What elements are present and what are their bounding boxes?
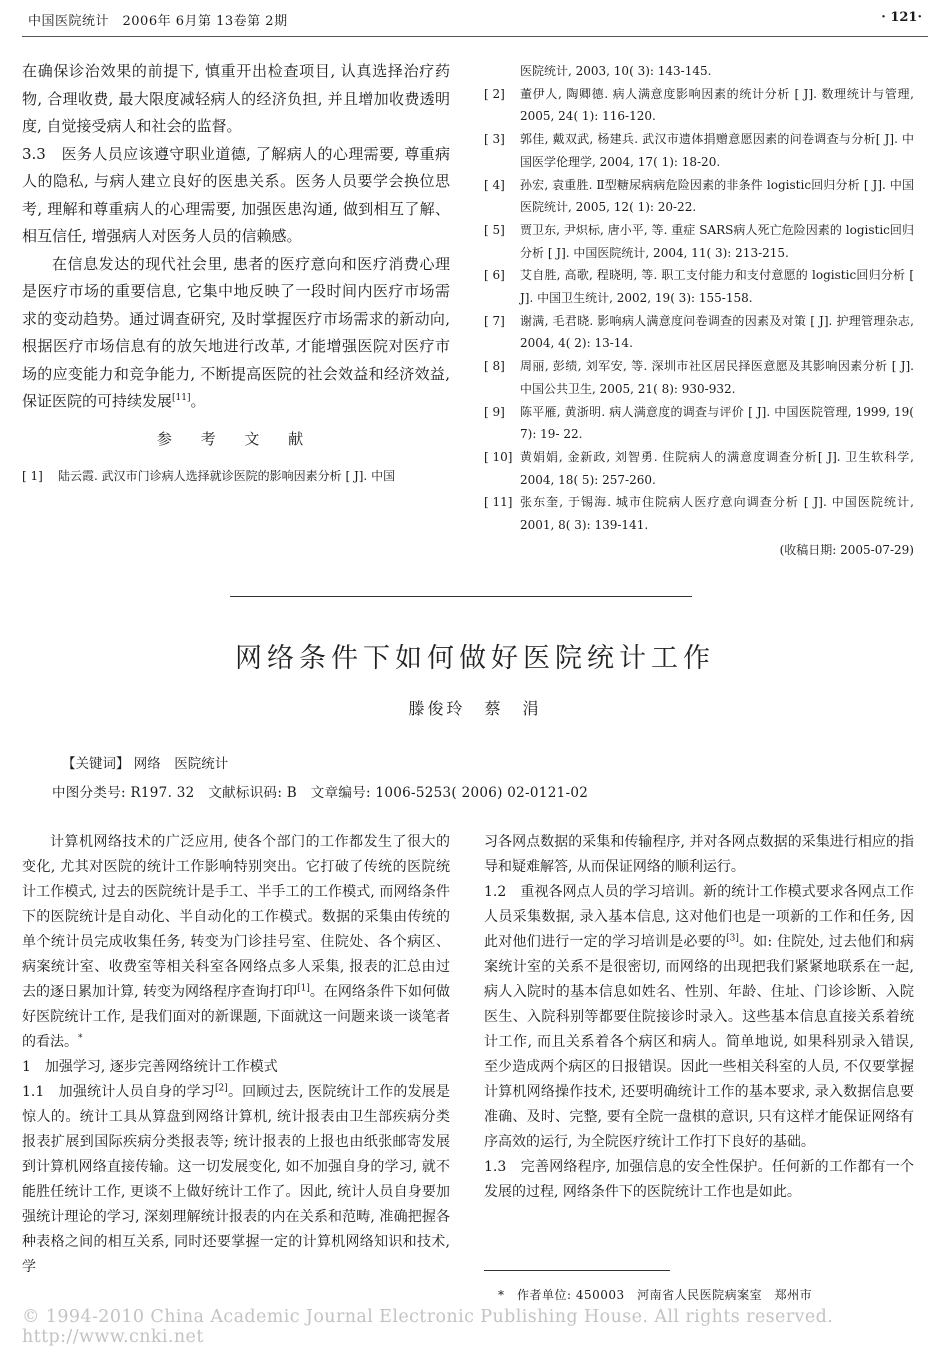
reference-text: 周丽, 彭绩, 刘军安, 等. 深圳市社区居民择医意愿及其影响因素分析 [ J]. 中国公共卫生, 2005, 21( 8): 930-932. <box>520 359 914 396</box>
subsection-heading: 1.3 完善网络程序, 加强信息的安全性保护。 <box>484 1159 772 1175</box>
reference-number: [ 7] <box>484 313 505 328</box>
reference-text: 谢满, 毛君晓. 影响病人满意度问卷调查的因素及对策 [ J]. 护理管理杂志, 2004, 4( 2): 13-14. <box>520 313 914 351</box>
closing-paragraph <box>22 251 450 416</box>
footnote-marker: * <box>78 1033 83 1044</box>
reference-text: 陆云霞. 武汉市门诊病人选择就诊医院的影响因素分析 [ J]. 中国 <box>58 468 396 483</box>
keywords-value: 网络 医院统计 <box>133 756 229 772</box>
intro-paragraph <box>22 830 450 1055</box>
page-number: · 121· <box>881 10 922 25</box>
reference-item <box>484 174 914 219</box>
paragraph <box>484 1155 914 1205</box>
running-header: 中国医院统计 2006年 6月第 13卷第 2期 <box>28 14 288 29</box>
header-divider <box>22 36 928 37</box>
reference-item <box>484 219 914 264</box>
reference-text: 郭佳, 戴双武, 杨建兵. 武汉市遗体捐赠意愿因素的问卷调查与分析[ J]. 中国医学伦理学, 2004, 17( 1): 18-20. <box>520 132 914 169</box>
citation: [2] <box>215 1083 228 1094</box>
paragraph <box>22 1080 450 1280</box>
paragraph: 3.3 医务人员应该遵守职业道德, 了解病人的心理需要, 尊重病人的隐私, 与病人建立良好的医患关系。医务人员要学会换位思考, 理解和尊重病人的心理需要, 加强医患沟通, 做到相互了解、相互信任, 增强病人对医务人员的信赖感。 <box>22 144 450 245</box>
reference-item <box>484 264 914 309</box>
reference-item <box>484 355 914 400</box>
article-separator <box>230 596 692 597</box>
article-left-column <box>22 830 450 1280</box>
paragraph-text: 。在网络条件下如何做好医院统计工作, 是我们面对的新课题, 下面就这一问题来谈一谈笔者的看法。 <box>22 984 451 1050</box>
classification-line: 中图分类号: R197. 32 文献标识码: B 文章编号: 1006-5253( 2006) 02-0121-02 <box>52 785 589 801</box>
section-heading: 1 加强学习, 逐步完善网络统计工作模式 <box>22 1059 278 1075</box>
reference-number: [ 8] <box>484 359 505 374</box>
references-list <box>484 60 914 558</box>
reference-text: 张东奎, 于锡海. 城市住院病人医疗意向调查分析 [ J]. 中国医院统计, 2001, 8( 3): 139-141. <box>520 495 914 533</box>
reference-number <box>484 60 520 83</box>
reference-number: [ 9] <box>484 404 505 419</box>
reference-item <box>484 128 914 173</box>
citation: [1] <box>297 983 310 994</box>
reference-item <box>484 60 914 83</box>
reference-number: [ 6] <box>484 268 505 283</box>
reference-text: 董伊人, 陶卿德. 病人满意度影响因素的统计分析 [ J]. 数理统计与管理, 2005, 24( 1): 116-120. <box>520 86 914 124</box>
reference-text: 孙宏, 袁重胜. Ⅱ型糖尿病病危险因素的非条件 logistic回归分析 [ J]. 中国医院统计, 2005, 12( 1): 20-22. <box>520 177 914 215</box>
keywords-label: 【关键词】 <box>62 756 130 772</box>
subsection-heading: 1.2 重视各网点人员的学习培训。 <box>484 884 704 900</box>
reference-number: [ 5] <box>484 222 505 237</box>
reference-text: 艾自胜, 高歌, 程晓明, 等. 职工支付能力和支付意愿的 logistic回归分析 [ J]. 中国卫生统计, 2002, 19( 3): 155-158. <box>520 268 914 306</box>
reference-number: [ 10] <box>484 449 513 464</box>
article-authors: 滕俊玲 蔡 涓 <box>408 699 542 718</box>
paragraph-text: 。如: 住院处, 过去他们和病案统计室的关系不是很密切, 而网络的出现把我们紧紧地联系在一起, 病人入院时的基本信息如姓名、性别、年龄、住址、门诊诊断、入院医生、入院科别等都要住院接诊时录入。这些基本信息直接关系着统计工作, 而且关系着各个病区和病人。简单地说, 如果科别录入错误, 至少造成两个病区的日报错误。因此一些相关科室的人员, 不仅要掌握计算机网络操作技术, 还要明确统计工作的基本要求, 录入数据信息要准确、及时、完整, 要有全院一盘棋的意识, 只有这样才能保证网络有序高效的运行, 为全院医疗统计工作打下良好的基础。 <box>484 934 915 1150</box>
paragraph-text: 。 <box>190 392 206 410</box>
reference-text: 黄娟娟, 金新政, 刘智勇. 住院病人的满意度调查分析[ J]. 卫生软科学, 2004, 18( 5): 257-260. <box>520 449 914 487</box>
author-affiliation-footnote: * 作者单位: 450003 河南省人民医院病案室 郑州市 <box>498 1288 813 1302</box>
reference-item <box>484 446 914 491</box>
copyright-watermark: © 1994-2010 China Academic Journal Electronic Publishing House. All rights reserved. http://www.cnki.net <box>22 1307 834 1347</box>
references-heading: 参 考 文 献 <box>156 429 316 448</box>
paragraph-text: 新的统计工作模式要求各网点工作人员采集数据, 录入基本信息, 这对他们也是一项新的工作和任务, 因此对他们进行一定的学习培训是必要的 <box>484 884 915 950</box>
paragraph: 习各网点数据的采集和传输程序, 并对各网点数据的采集进行相应的指导和疑难解答, 从而保证网络的顺利运行。 <box>484 834 914 875</box>
citation: [11] <box>172 393 191 403</box>
reference-item <box>484 310 914 355</box>
reference-item <box>22 465 450 488</box>
paragraph-text: 在信息发达的现代社会里, 患者的医疗意向和医疗消费心理是医疗市场的重要信息, 它集中地反映了一段时间内医疗市场需求的变动趋势。通过调查研究, 及时掌握医疗市场需求的新动向, 根据医疗市场信息有的放矢地进行改革, 才能增强医院对医疗市场的应变能力和竞争能力, 不断提高医院的社会效益和经济效益, 保证医院的可持续发展 <box>22 254 450 410</box>
footnote-divider <box>484 1270 670 1271</box>
reference-item <box>484 83 914 128</box>
article-right-column <box>484 830 914 1205</box>
reference-number: [ 4] <box>484 177 505 192</box>
paragraph <box>484 880 914 1155</box>
paragraph-text: 。回顾过去, 医院统计工作的发展是惊人的。统计工具从算盘到网络计算机, 统计报表由卫生部疾病分类报表扩展到国际疾病分类报表等; 统计报表的上报也由纸张邮寄发展到计算机网络直接传输。这一切发展变化, 如不加强自身的学习, 就不能胜任统计工作, 更谈不上做好统计工作了。因此, 统计人员自身要加强统计理论的学习, 深刻理解统计报表的内在关系和范畴, 准确把握各种表格之间的相互关系, 同时还要掌握一定的计算机网络知识和技术, 学 <box>22 1084 451 1275</box>
reference-text: 陈平雁, 黄浙明. 病人满意度的调查与评价 [ J]. 中国医院管理, 1999, 19( 7): 19- 22. <box>520 404 914 442</box>
reference-number: [ 11] <box>484 495 513 510</box>
paragraph-text: 计算机网络技术的广泛应用, 使各个部门的工作都发生了很大的变化, 尤其对医院的统计工作影响特别突出。它打破了传统的医院统计工作模式, 过去的医院统计是手工、半手工的工作模式, 而网络条件下的医院统计是自动化、半自动化的工作模式。数据的采集由传统的单个统计员完成收集任务, 转变为门诊挂号室、住院处、各个病区、病案统计室、收费室等相关科室各网络点多人采集, 报表的汇总由过去的逐日累加计算, 转变为网络程序查询打印 <box>22 834 450 1000</box>
reference-number: [ 2] <box>484 86 505 101</box>
reference-number: [ 3] <box>484 132 505 147</box>
subsection-heading: 1.1 加强统计人员自身的学习 <box>22 1084 215 1100</box>
reference-text: 医院统计, 2003, 10( 3): 143-145. <box>520 64 712 78</box>
reference-item <box>484 491 914 536</box>
received-date: (收稿日期: 2005-07-29) <box>779 542 914 557</box>
previous-article-left-column <box>22 58 450 487</box>
reference-text: 贾卫东, 尹炽标, 唐小平, 等. 重症 SARS病人死亡危险因素的 logistic回归分析 [ J]. 中国医院统计, 2004, 11( 3): 213-215. <box>520 222 914 260</box>
citation: [3] <box>726 933 739 944</box>
paragraph: 在确保诊治效果的前提下, 慎重开出检查项目, 认真选择治疗药物, 合理收费, 最大限度减轻病人的经济负担, 并且增加收费透明度, 自觉接受病人和社会的监督。 <box>22 62 450 135</box>
keywords-line <box>62 752 228 772</box>
reference-number: [ 1] <box>22 468 43 483</box>
paragraph-text: 任何新的工作都有一个发展的过程, 网络条件下的医院统计工作也是如此。 <box>484 1159 914 1200</box>
article-title: 网络条件下如何做好医院统计工作 <box>235 643 715 674</box>
reference-item <box>484 401 914 446</box>
